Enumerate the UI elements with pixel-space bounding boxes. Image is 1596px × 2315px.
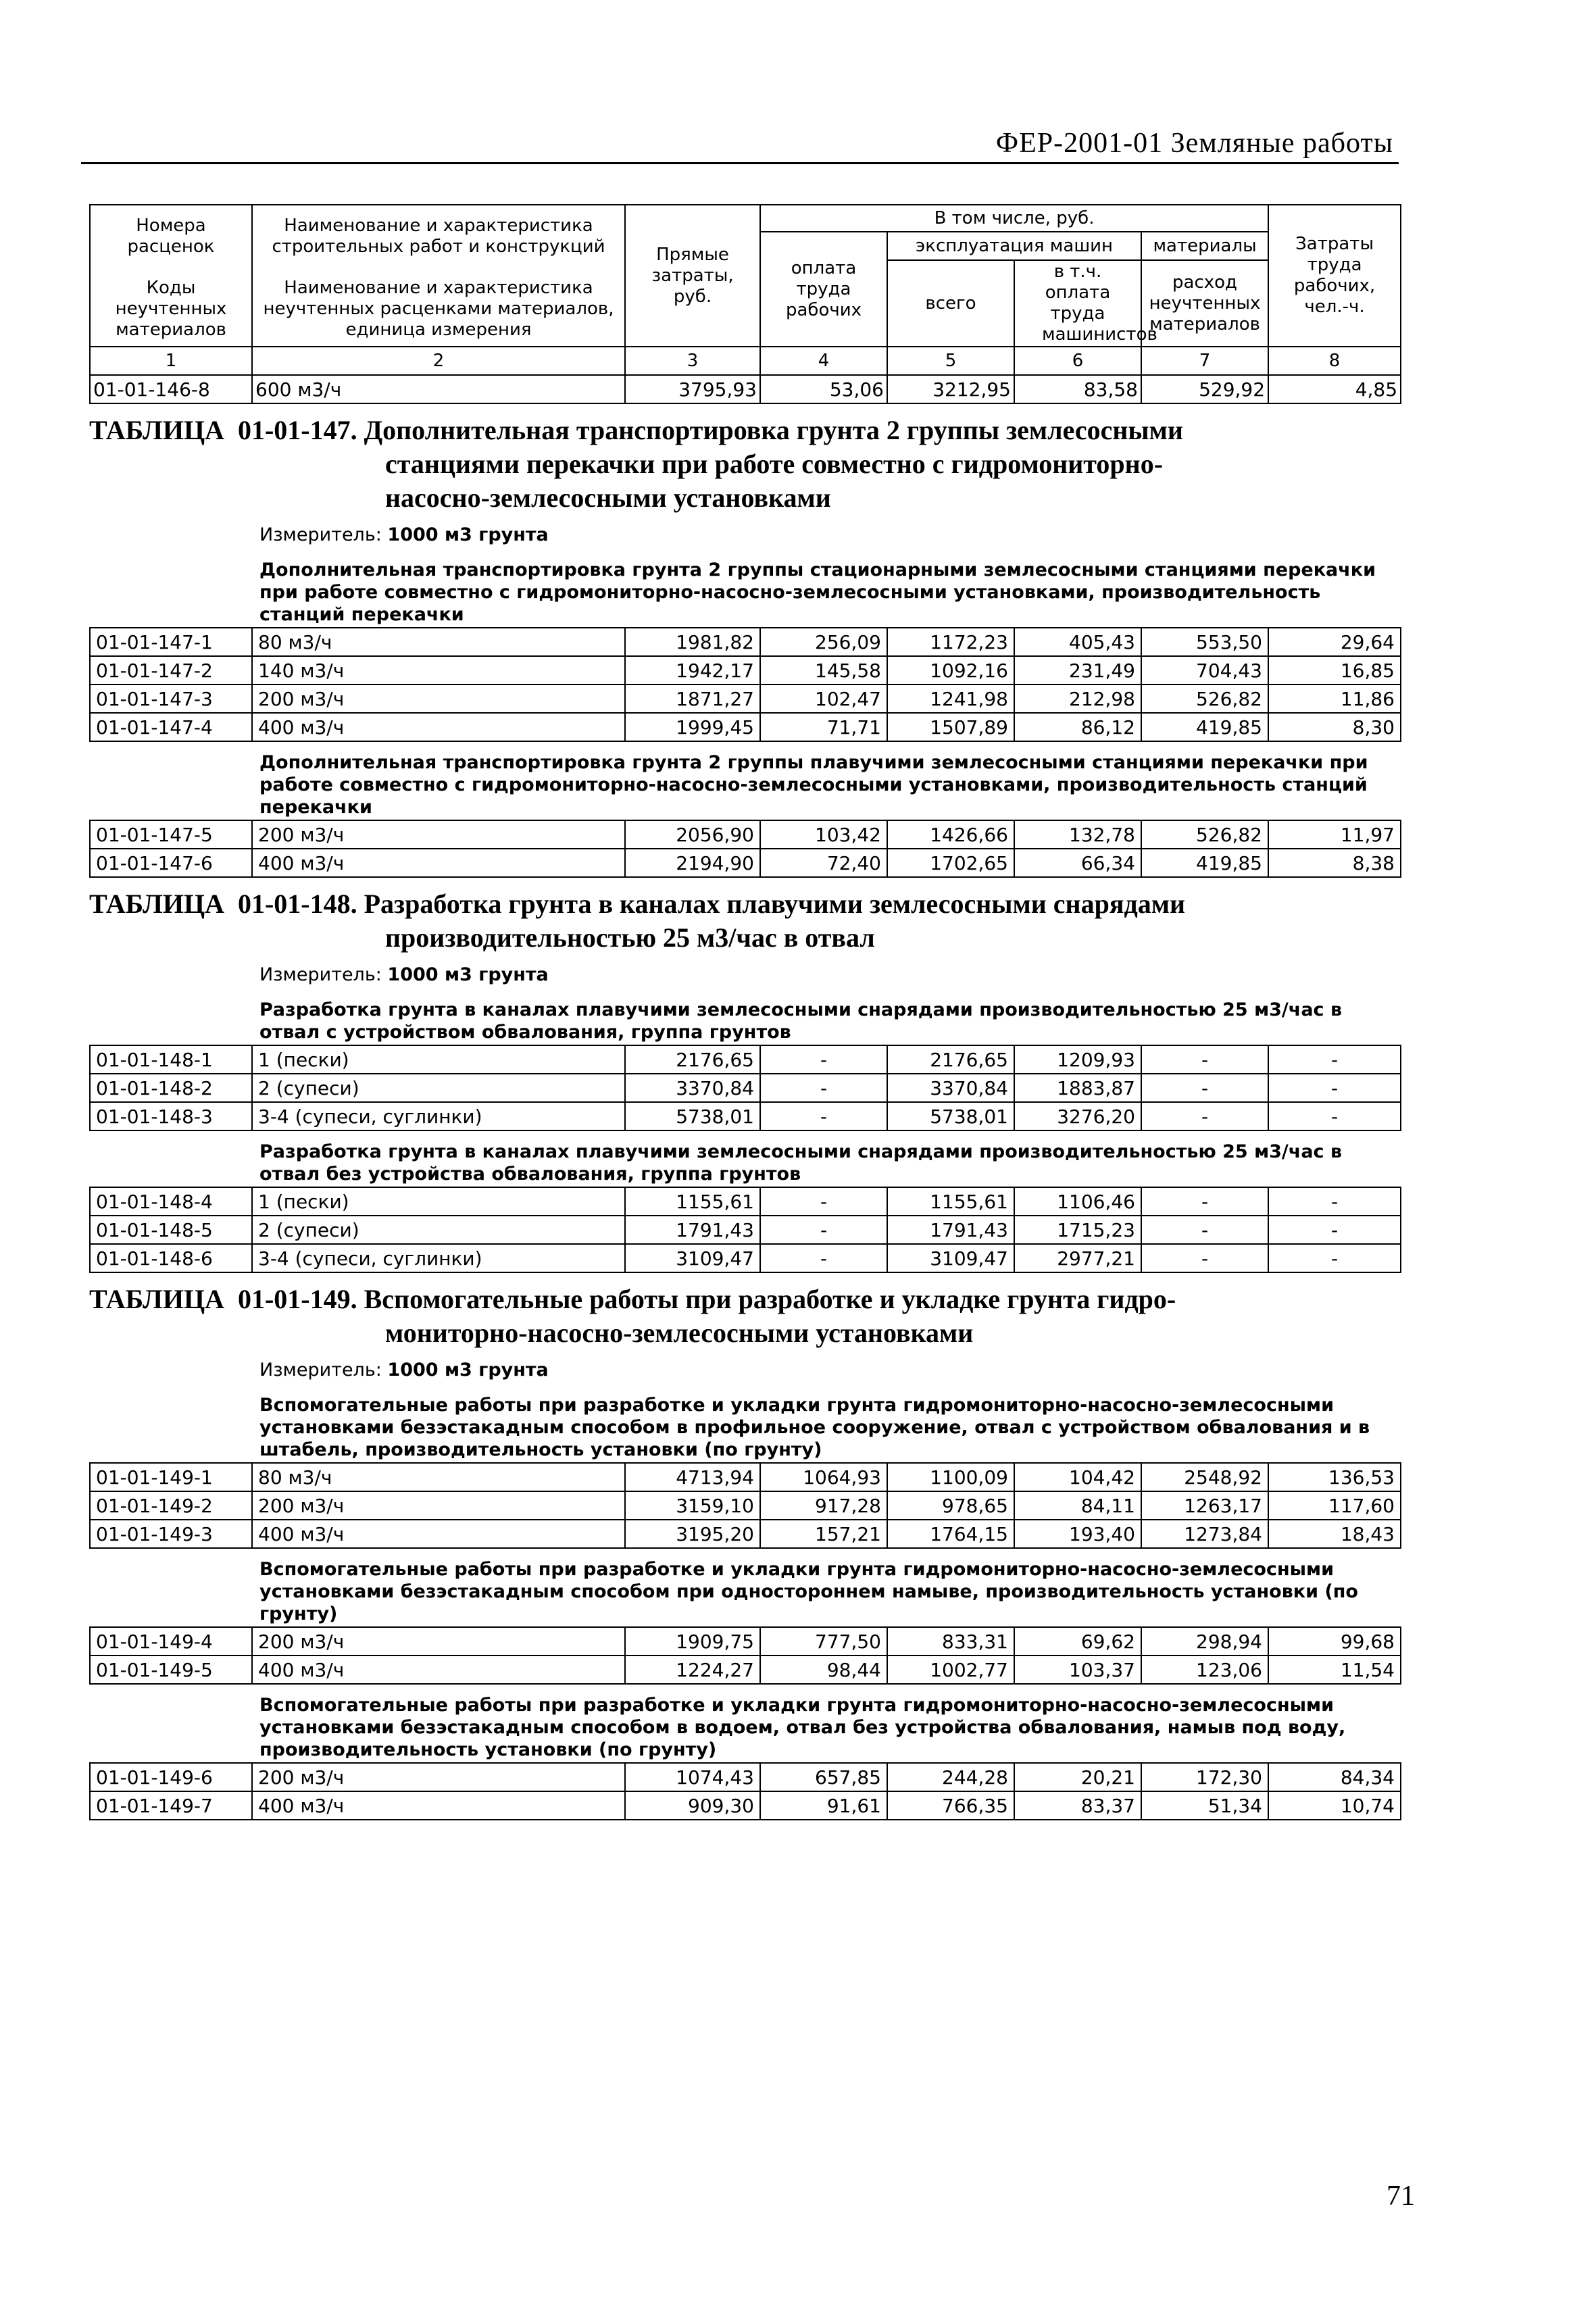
cell-mach-total: 2176,65 bbox=[887, 1045, 1014, 1074]
cell-hours: - bbox=[1268, 1045, 1401, 1074]
cell-code: 01-01-149-6 bbox=[90, 1763, 252, 1791]
cell-name: 400 м3/ч bbox=[252, 1656, 625, 1684]
document-body bbox=[89, 204, 1400, 1820]
col-head-incl: В том числе, руб. bbox=[760, 205, 1268, 232]
cell-direct: 1155,61 bbox=[625, 1187, 760, 1216]
cell-mach-total: 1426,66 bbox=[887, 820, 1014, 849]
cell-hours: 84,34 bbox=[1268, 1763, 1401, 1791]
cell-mach-labor: 84,11 bbox=[1014, 1491, 1141, 1520]
measure-label: Измеритель: bbox=[259, 524, 382, 545]
col-num: 8 bbox=[1268, 347, 1401, 375]
cell-code: 01-01-148-6 bbox=[90, 1244, 252, 1272]
col-num: 7 bbox=[1141, 347, 1268, 375]
table-row bbox=[90, 820, 1401, 849]
cell-mach-labor: 86,12 bbox=[1014, 713, 1141, 741]
cell-direct: 1791,43 bbox=[625, 1216, 760, 1244]
cell-mach-labor: 1715,23 bbox=[1014, 1216, 1141, 1244]
rates-table bbox=[89, 1626, 1401, 1685]
cell-mach-total: 1791,43 bbox=[887, 1216, 1014, 1244]
cell-code: 01-01-149-1 bbox=[90, 1463, 252, 1491]
cell-hours: 11,86 bbox=[1268, 684, 1401, 713]
cell-labor: - bbox=[760, 1244, 887, 1272]
rates-table bbox=[89, 1045, 1401, 1131]
cell-code: 01-01-149-7 bbox=[90, 1791, 252, 1820]
cell-mach-total: 1241,98 bbox=[887, 684, 1014, 713]
cell-direct: 2176,65 bbox=[625, 1045, 760, 1074]
cell-mach-labor: 83,58 bbox=[1014, 375, 1141, 403]
cell-direct: 3195,20 bbox=[625, 1520, 760, 1548]
table-row bbox=[90, 849, 1401, 877]
cell-hours: 117,60 bbox=[1268, 1491, 1401, 1520]
header-rule bbox=[81, 162, 1399, 164]
table-row bbox=[90, 628, 1401, 656]
cell-code: 01-01-147-2 bbox=[90, 656, 252, 684]
cell-labor: 91,61 bbox=[760, 1791, 887, 1820]
cell-code: 01-01-146-8 bbox=[90, 375, 252, 403]
cell-mach-labor: 193,40 bbox=[1014, 1520, 1141, 1548]
cell-mach-total: 3370,84 bbox=[887, 1074, 1014, 1102]
measure-label: Измеритель: bbox=[259, 1360, 382, 1380]
table-title-lead: ТАБЛИЦА 01-01-148. bbox=[89, 889, 357, 919]
measure-value: 1000 м3 грунта bbox=[387, 1360, 549, 1380]
cell-hours: - bbox=[1268, 1244, 1401, 1272]
cell-hours: 8,38 bbox=[1268, 849, 1401, 877]
cell-hours: 11,54 bbox=[1268, 1656, 1401, 1684]
col-head-machines: эксплуатация машин bbox=[887, 232, 1141, 260]
cell-name: 140 м3/ч bbox=[252, 656, 625, 684]
cell-mach-total: 766,35 bbox=[887, 1791, 1014, 1820]
group-title: Дополнительная транспортировка грунта 2 группы плавучими землесосными станциями перекачки при работе совместно с гидромониторно-насосно-землесосными установками, производительность станций перекачки bbox=[259, 752, 1368, 818]
table-title-text: Разработка грунта в каналах плавучими землесосными снарядами bbox=[357, 889, 1186, 919]
cell-materials: - bbox=[1141, 1187, 1268, 1216]
cell-direct: 3109,47 bbox=[625, 1244, 760, 1272]
table-row bbox=[90, 713, 1401, 741]
cell-direct: 1942,17 bbox=[625, 656, 760, 684]
table-row bbox=[90, 656, 1401, 684]
rate-table-section bbox=[89, 878, 1400, 1273]
cell-hours: - bbox=[1268, 1216, 1401, 1244]
cell-mach-labor: 231,49 bbox=[1014, 656, 1141, 684]
cell-direct: 5738,01 bbox=[625, 1102, 760, 1130]
table-row bbox=[90, 1520, 1401, 1548]
cell-labor: - bbox=[760, 1216, 887, 1244]
cell-labor: 917,28 bbox=[760, 1491, 887, 1520]
table-row bbox=[90, 1074, 1401, 1102]
group-title: Вспомогательные работы при разработке и укладки грунта гидромониторно-насосно-землесосными установками безэстакадным способом в водоем, отвал без устройства обвалования, намыв под воду, производительность установки (по грунту) bbox=[259, 1695, 1346, 1760]
table-title-lead: ТАБЛИЦА 01-01-149. bbox=[89, 1284, 357, 1314]
col-num: 5 bbox=[887, 347, 1014, 375]
cell-hours: 29,64 bbox=[1268, 628, 1401, 656]
rates-table bbox=[89, 1462, 1401, 1549]
cell-mach-labor: 103,37 bbox=[1014, 1656, 1141, 1684]
cell-mach-total: 1764,15 bbox=[887, 1520, 1014, 1548]
cell-mach-labor: 212,98 bbox=[1014, 684, 1141, 713]
col-head-direct: Прямые затраты, руб. bbox=[625, 205, 760, 347]
cell-name: 400 м3/ч bbox=[252, 713, 625, 741]
cell-name: 400 м3/ч bbox=[252, 849, 625, 877]
cell-hours: 11,97 bbox=[1268, 820, 1401, 849]
table-row bbox=[90, 1244, 1401, 1272]
table-title-text: Вспомогательные работы при разработке и укладке грунта гидро- bbox=[357, 1284, 1176, 1314]
cell-name: 200 м3/ч bbox=[252, 1627, 625, 1656]
col-num: 6 bbox=[1014, 347, 1141, 375]
cell-materials: 172,30 bbox=[1141, 1763, 1268, 1791]
cell-direct: 1909,75 bbox=[625, 1627, 760, 1656]
cell-mach-labor: 1883,87 bbox=[1014, 1074, 1141, 1102]
cell-hours: 18,43 bbox=[1268, 1520, 1401, 1548]
cell-direct: 1871,27 bbox=[625, 684, 760, 713]
group-title: Разработка грунта в каналах плавучими землесосными снарядами производительностью 25 м3/час в отвал без устройства обвалования, группа грунтов bbox=[259, 1141, 1343, 1185]
cell-name: 200 м3/ч bbox=[252, 820, 625, 849]
cell-direct: 3795,93 bbox=[625, 375, 760, 403]
cell-mach-labor: 83,37 bbox=[1014, 1791, 1141, 1820]
measure-value: 1000 м3 грунта bbox=[387, 524, 549, 545]
col-head-codes bbox=[90, 205, 252, 347]
table-title-continuation: станциями перекачки при работе совместно с гидромониторно- bbox=[385, 449, 1164, 479]
cell-mach-labor: 1209,93 bbox=[1014, 1045, 1141, 1074]
cell-direct: 909,30 bbox=[625, 1791, 760, 1820]
cell-labor: 145,58 bbox=[760, 656, 887, 684]
group-title: Вспомогательные работы при разработке и укладки грунта гидромониторно-насосно-землесосными установками безэстакадным способом в профильное сооружение, отвал с устройством обвалования и в штабель, производительность установки (по грунту) bbox=[259, 1395, 1370, 1460]
cell-labor: - bbox=[760, 1102, 887, 1130]
group-title: Вспомогательные работы при разработке и укладки грунта гидромониторно-насосно-землесосными установками безэстакадным способом при одностороннем намыве, производительность установки (по грунту) bbox=[259, 1559, 1358, 1624]
table-title-continuation: производительностью 25 м3/час в отвал bbox=[385, 922, 875, 953]
cell-direct: 1999,45 bbox=[625, 713, 760, 741]
table-title-text: Дополнительная транспортировка грунта 2 группы землесосными bbox=[357, 415, 1183, 445]
col-head-mat-unacc: расход неучтенных материалов bbox=[1141, 260, 1268, 347]
col-head-labor: оплата труда рабочих bbox=[760, 232, 887, 347]
rate-table-section bbox=[89, 404, 1400, 878]
group-title: Дополнительная транспортировка грунта 2 группы стационарными землесосными станциями перекачки при работе совместно с гидромониторно-насосно-землесосными установками, производительность станций перекачки bbox=[259, 559, 1376, 625]
cell-materials: 51,34 bbox=[1141, 1791, 1268, 1820]
cell-materials: - bbox=[1141, 1244, 1268, 1272]
cell-code: 01-01-147-4 bbox=[90, 713, 252, 741]
cell-materials: - bbox=[1141, 1045, 1268, 1074]
cell-materials: 1273,84 bbox=[1141, 1520, 1268, 1548]
cell-mach-labor: 66,34 bbox=[1014, 849, 1141, 877]
cell-direct: 3159,10 bbox=[625, 1491, 760, 1520]
page-number: 71 bbox=[1387, 2181, 1415, 2212]
rates-table bbox=[89, 820, 1401, 878]
cell-name: 1 (пески) bbox=[252, 1187, 625, 1216]
table-row bbox=[90, 1102, 1401, 1130]
table-row bbox=[90, 1463, 1401, 1491]
cell-mach-labor: 405,43 bbox=[1014, 628, 1141, 656]
cell-labor: 53,06 bbox=[760, 375, 887, 403]
measure-value: 1000 м3 грунта bbox=[387, 964, 549, 985]
cell-mach-total: 1172,23 bbox=[887, 628, 1014, 656]
cell-materials: - bbox=[1141, 1102, 1268, 1130]
measure-unit bbox=[259, 957, 1400, 989]
rates-table bbox=[89, 1762, 1401, 1820]
table-row bbox=[90, 1791, 1401, 1820]
col-head-materials: материалы bbox=[1141, 232, 1268, 260]
cell-materials: 419,85 bbox=[1141, 849, 1268, 877]
cell-code: 01-01-148-1 bbox=[90, 1045, 252, 1074]
cell-code: 01-01-148-3 bbox=[90, 1102, 252, 1130]
col-head-hours: Затраты труда рабочих, чел.-ч. bbox=[1268, 205, 1401, 347]
cell-labor: 157,21 bbox=[760, 1520, 887, 1548]
cell-mach-total: 3109,47 bbox=[887, 1244, 1014, 1272]
cell-mach-labor: 69,62 bbox=[1014, 1627, 1141, 1656]
cell-materials: 298,94 bbox=[1141, 1627, 1268, 1656]
cell-labor: 777,50 bbox=[760, 1627, 887, 1656]
cell-code: 01-01-147-6 bbox=[90, 849, 252, 877]
tables-container bbox=[89, 404, 1400, 1820]
table-title bbox=[89, 404, 1400, 518]
cell-name: 400 м3/ч bbox=[252, 1520, 625, 1548]
cell-materials: 1263,17 bbox=[1141, 1491, 1268, 1520]
cell-hours: 99,68 bbox=[1268, 1627, 1401, 1656]
table-row bbox=[90, 684, 1401, 713]
cell-name: 200 м3/ч bbox=[252, 684, 625, 713]
cell-materials: 419,85 bbox=[1141, 713, 1268, 741]
cell-code: 01-01-147-1 bbox=[90, 628, 252, 656]
cell-direct: 3370,84 bbox=[625, 1074, 760, 1102]
cell-direct: 1224,27 bbox=[625, 1656, 760, 1684]
cell-mach-total: 1507,89 bbox=[887, 713, 1014, 741]
measure-label: Измеритель: bbox=[259, 964, 382, 985]
cell-hours: 4,85 bbox=[1268, 375, 1401, 403]
table-title bbox=[89, 878, 1400, 957]
col-num: 4 bbox=[760, 347, 887, 375]
cell-name: 3-4 (супеси, суглинки) bbox=[252, 1244, 625, 1272]
cell-labor: 657,85 bbox=[760, 1763, 887, 1791]
cell-materials: 2548,92 bbox=[1141, 1463, 1268, 1491]
col-num: 2 bbox=[252, 347, 625, 375]
cell-mach-total: 5738,01 bbox=[887, 1102, 1014, 1130]
col-head-code-bottom: Коды неучтенных материалов bbox=[115, 277, 227, 340]
rates-table bbox=[89, 1187, 1401, 1273]
rate-table-section bbox=[89, 1273, 1400, 1820]
table-row bbox=[90, 1216, 1401, 1244]
cell-mach-total: 244,28 bbox=[887, 1763, 1014, 1791]
cell-name: 200 м3/ч bbox=[252, 1763, 625, 1791]
cell-direct: 1981,82 bbox=[625, 628, 760, 656]
cell-materials: - bbox=[1141, 1216, 1268, 1244]
cell-materials: - bbox=[1141, 1074, 1268, 1102]
cell-mach-total: 1702,65 bbox=[887, 849, 1014, 877]
col-head-name-top: Наименование и характеристика строительных работ и конструкций bbox=[272, 215, 605, 257]
cell-mach-total: 833,31 bbox=[887, 1627, 1014, 1656]
cell-mach-labor: 2977,21 bbox=[1014, 1244, 1141, 1272]
col-head-mach-labor: в т.ч. оплата труда машинистов bbox=[1014, 260, 1141, 347]
cell-name: 2 (супеси) bbox=[252, 1074, 625, 1102]
col-head-names bbox=[252, 205, 625, 347]
cell-code: 01-01-147-5 bbox=[90, 820, 252, 849]
cell-labor: 103,42 bbox=[760, 820, 887, 849]
cell-hours: - bbox=[1268, 1102, 1401, 1130]
cell-mach-labor: 1106,46 bbox=[1014, 1187, 1141, 1216]
cell-hours: 136,53 bbox=[1268, 1463, 1401, 1491]
cell-code: 01-01-147-3 bbox=[90, 684, 252, 713]
cell-name: 80 м3/ч bbox=[252, 628, 625, 656]
cell-hours: 8,30 bbox=[1268, 713, 1401, 741]
rates-table bbox=[89, 627, 1401, 742]
cell-labor: 72,40 bbox=[760, 849, 887, 877]
table-title bbox=[89, 1273, 1400, 1353]
cell-name: 1 (пески) bbox=[252, 1045, 625, 1074]
cell-materials: 529,92 bbox=[1141, 375, 1268, 403]
cell-labor: 102,47 bbox=[760, 684, 887, 713]
table-row bbox=[90, 1627, 1401, 1656]
cell-hours: - bbox=[1268, 1074, 1401, 1102]
table-row bbox=[90, 1763, 1401, 1791]
cell-mach-labor: 3276,20 bbox=[1014, 1102, 1141, 1130]
cell-mach-labor: 20,21 bbox=[1014, 1763, 1141, 1791]
cell-mach-labor: 104,42 bbox=[1014, 1463, 1141, 1491]
cell-name: 200 м3/ч bbox=[252, 1491, 625, 1520]
cell-mach-total: 1002,77 bbox=[887, 1656, 1014, 1684]
group-title: Разработка грунта в каналах плавучими землесосными снарядами производительностью 25 м3/час в отвал с устройством обвалования, группа грунтов bbox=[259, 999, 1343, 1043]
cell-labor: 71,71 bbox=[760, 713, 887, 741]
cell-labor: 98,44 bbox=[760, 1656, 887, 1684]
table-title-continuation: насосно-землесосными установками bbox=[385, 482, 831, 513]
cell-direct: 2194,90 bbox=[625, 849, 760, 877]
cell-mach-total: 978,65 bbox=[887, 1491, 1014, 1520]
cell-name: 3-4 (супеси, суглинки) bbox=[252, 1102, 625, 1130]
table-row bbox=[90, 1187, 1401, 1216]
col-head-mach-total: всего bbox=[887, 260, 1014, 347]
cell-materials: 123,06 bbox=[1141, 1656, 1268, 1684]
cell-hours: 10,74 bbox=[1268, 1791, 1401, 1820]
cell-name: 80 м3/ч bbox=[252, 1463, 625, 1491]
cell-direct: 1074,43 bbox=[625, 1763, 760, 1791]
measure-unit bbox=[259, 518, 1400, 549]
col-head-code-top: Номера расценок bbox=[127, 215, 215, 257]
cell-hours: 16,85 bbox=[1268, 656, 1401, 684]
cell-code: 01-01-149-3 bbox=[90, 1520, 252, 1548]
col-number-row bbox=[90, 347, 1401, 375]
cell-code: 01-01-149-5 bbox=[90, 1656, 252, 1684]
column-header-table bbox=[89, 204, 1401, 404]
table-row bbox=[90, 1656, 1401, 1684]
cell-code: 01-01-148-4 bbox=[90, 1187, 252, 1216]
cell-code: 01-01-148-2 bbox=[90, 1074, 252, 1102]
cell-code: 01-01-149-2 bbox=[90, 1491, 252, 1520]
cell-name: 2 (супеси) bbox=[252, 1216, 625, 1244]
cell-code: 01-01-148-5 bbox=[90, 1216, 252, 1244]
page-header: ФЕР-2001-01 Земляные работы bbox=[995, 128, 1393, 159]
cell-mach-labor: 132,78 bbox=[1014, 820, 1141, 849]
cell-labor: - bbox=[760, 1187, 887, 1216]
cell-materials: 526,82 bbox=[1141, 820, 1268, 849]
table-row bbox=[90, 1491, 1401, 1520]
cell-hours: - bbox=[1268, 1187, 1401, 1216]
cell-name: 600 м3/ч bbox=[252, 375, 625, 403]
measure-unit bbox=[259, 1353, 1400, 1385]
col-head-name-bottom: Наименование и характеристика неучтенных расценками материалов, единица измерения bbox=[263, 277, 614, 340]
cell-materials: 526,82 bbox=[1141, 684, 1268, 713]
cell-direct: 2056,90 bbox=[625, 820, 760, 849]
cell-mach-total: 1155,61 bbox=[887, 1187, 1014, 1216]
cell-code: 01-01-149-4 bbox=[90, 1627, 252, 1656]
table-row bbox=[90, 375, 1401, 403]
cell-labor: 1064,93 bbox=[760, 1463, 887, 1491]
cell-materials: 553,50 bbox=[1141, 628, 1268, 656]
cell-labor: - bbox=[760, 1074, 887, 1102]
cell-mach-total: 1092,16 bbox=[887, 656, 1014, 684]
table-title-continuation: мониторно-насосно-землесосными установками bbox=[385, 1318, 974, 1348]
cell-mach-total: 1100,09 bbox=[887, 1463, 1014, 1491]
table-title-lead: ТАБЛИЦА 01-01-147. bbox=[89, 415, 357, 445]
cell-mach-total: 3212,95 bbox=[887, 375, 1014, 403]
table-row bbox=[90, 1045, 1401, 1074]
cell-materials: 704,43 bbox=[1141, 656, 1268, 684]
col-num: 1 bbox=[90, 347, 252, 375]
cell-labor: 256,09 bbox=[760, 628, 887, 656]
col-num: 3 bbox=[625, 347, 760, 375]
cell-direct: 4713,94 bbox=[625, 1463, 760, 1491]
cell-name: 400 м3/ч bbox=[252, 1791, 625, 1820]
cell-labor: - bbox=[760, 1045, 887, 1074]
